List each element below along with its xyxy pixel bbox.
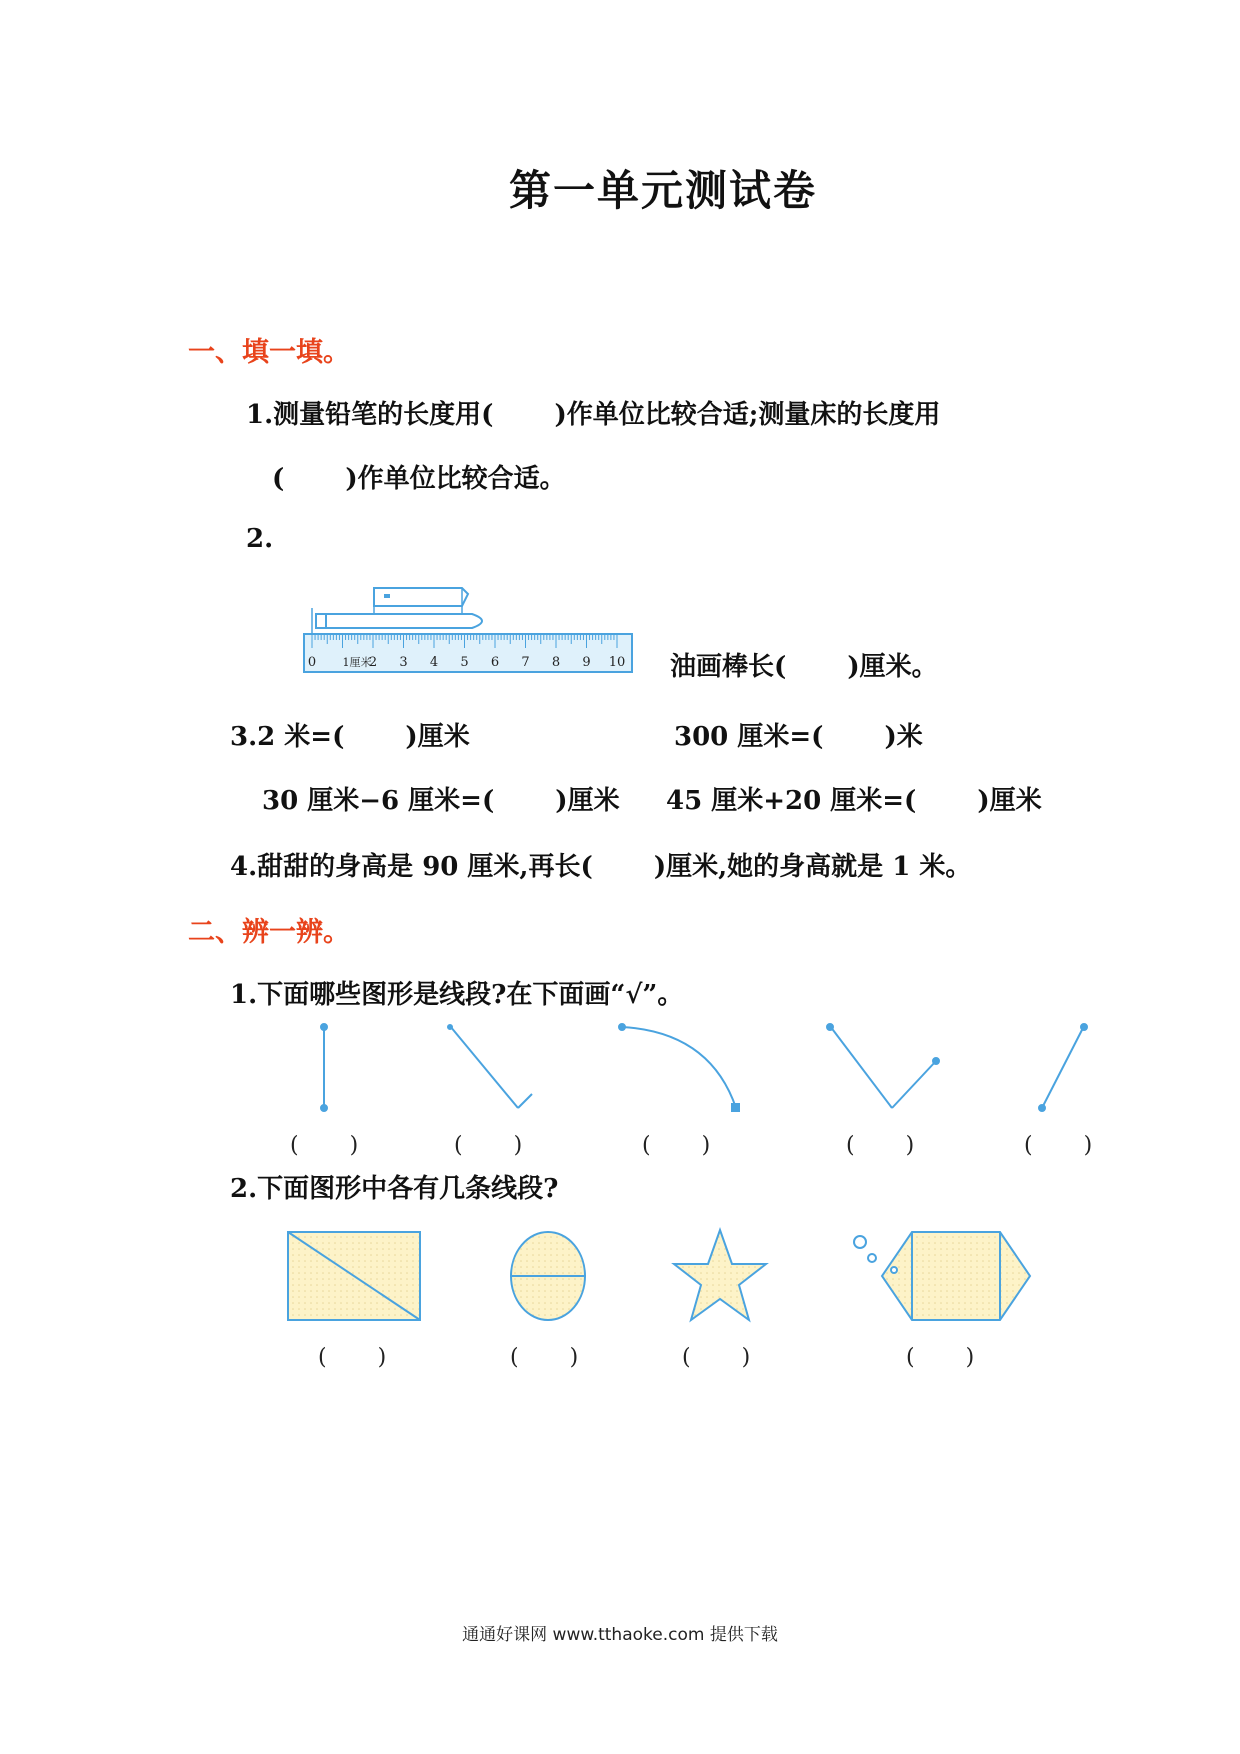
- circle-with-line-figure: [511, 1232, 585, 1320]
- crayon-icon: [312, 608, 482, 634]
- question-1-1-line-1: 1.测量铅笔的长度用( )作单位比较合适;测量床的长度用: [246, 400, 941, 430]
- question-2-1: 1.下面哪些图形是线段?在下面画“√”。: [230, 980, 684, 1010]
- footer-text: 通通好课网 www.tthaoke.com 提供下载: [462, 1625, 778, 1645]
- vertical-segment-figure: [321, 1024, 327, 1111]
- ruler-tick-label: 9: [582, 655, 591, 670]
- question-1-3d: 45 厘米+20 厘米=( )厘米: [666, 786, 1042, 816]
- question-1-3b: 300 厘米=( )米: [674, 722, 923, 752]
- rectangle-with-diagonal-figure: [288, 1232, 420, 1320]
- fish-shape-figure: [854, 1232, 1030, 1320]
- question-1-1-line-2: ( )作单位比较合适。: [272, 464, 566, 494]
- ruler-tick-label: 1厘米: [342, 656, 372, 669]
- ruler-tick-label: 10: [608, 655, 626, 670]
- answer-blank-2-2-3[interactable]: ( ): [682, 1345, 751, 1370]
- section-2-heading: 二、辨一辨。: [188, 917, 350, 948]
- question-1-3c: 30 厘米−6 厘米=( )厘米: [262, 786, 620, 816]
- v-shape-figure: [827, 1024, 939, 1108]
- answer-blank-2-1-1[interactable]: ( ): [290, 1133, 359, 1158]
- question-1-4: 4.甜甜的身高是 90 厘米,再长( )厘米,她的身高就是 1 米。: [230, 852, 972, 882]
- answer-blank-2-1-4[interactable]: ( ): [846, 1133, 915, 1158]
- ruler-tick-label: 0: [307, 655, 317, 670]
- ruler-tick-label: 5: [460, 655, 469, 670]
- answer-blank-2-1-3[interactable]: ( ): [642, 1133, 711, 1158]
- star-figure: [674, 1230, 766, 1320]
- knife-icon: [374, 588, 468, 614]
- question-1-2-label: 2.: [246, 524, 274, 554]
- ruler-tick-label: 3: [399, 655, 408, 670]
- question-1-3a: 3.2 米=( )厘米: [230, 722, 470, 752]
- ruler-tick-label: 2: [368, 655, 378, 670]
- answer-blank-2-2-1[interactable]: ( ): [318, 1345, 387, 1370]
- arc-figure: [619, 1024, 739, 1111]
- slanted-segment-figure: [1039, 1024, 1087, 1111]
- slanted-line-figure: [448, 1025, 532, 1108]
- shape-figures: [284, 1228, 1064, 1338]
- ruler-tick-label: 6: [490, 655, 500, 670]
- answer-blank-2-1-2[interactable]: ( ): [454, 1133, 523, 1158]
- answer-blank-2-2-4[interactable]: ( ): [906, 1345, 975, 1370]
- answer-blank-2-2-2[interactable]: ( ): [510, 1345, 579, 1370]
- answer-blank-2-1-5[interactable]: ( ): [1024, 1133, 1093, 1158]
- question-1-2-text: 油画棒长( )厘米。: [670, 652, 938, 682]
- ruler-tick-label: 8: [551, 655, 561, 670]
- ruler-figure: [302, 584, 632, 694]
- line-figures: [300, 1024, 1120, 1124]
- section-1-heading: 一、填一填。: [188, 337, 350, 368]
- ruler-tick-label: 4: [429, 655, 439, 670]
- ruler-tick-label: 7: [521, 655, 530, 670]
- question-2-2: 2.下面图形中各有几条线段?: [230, 1174, 559, 1204]
- page-title: 第一单元测试卷: [508, 166, 817, 215]
